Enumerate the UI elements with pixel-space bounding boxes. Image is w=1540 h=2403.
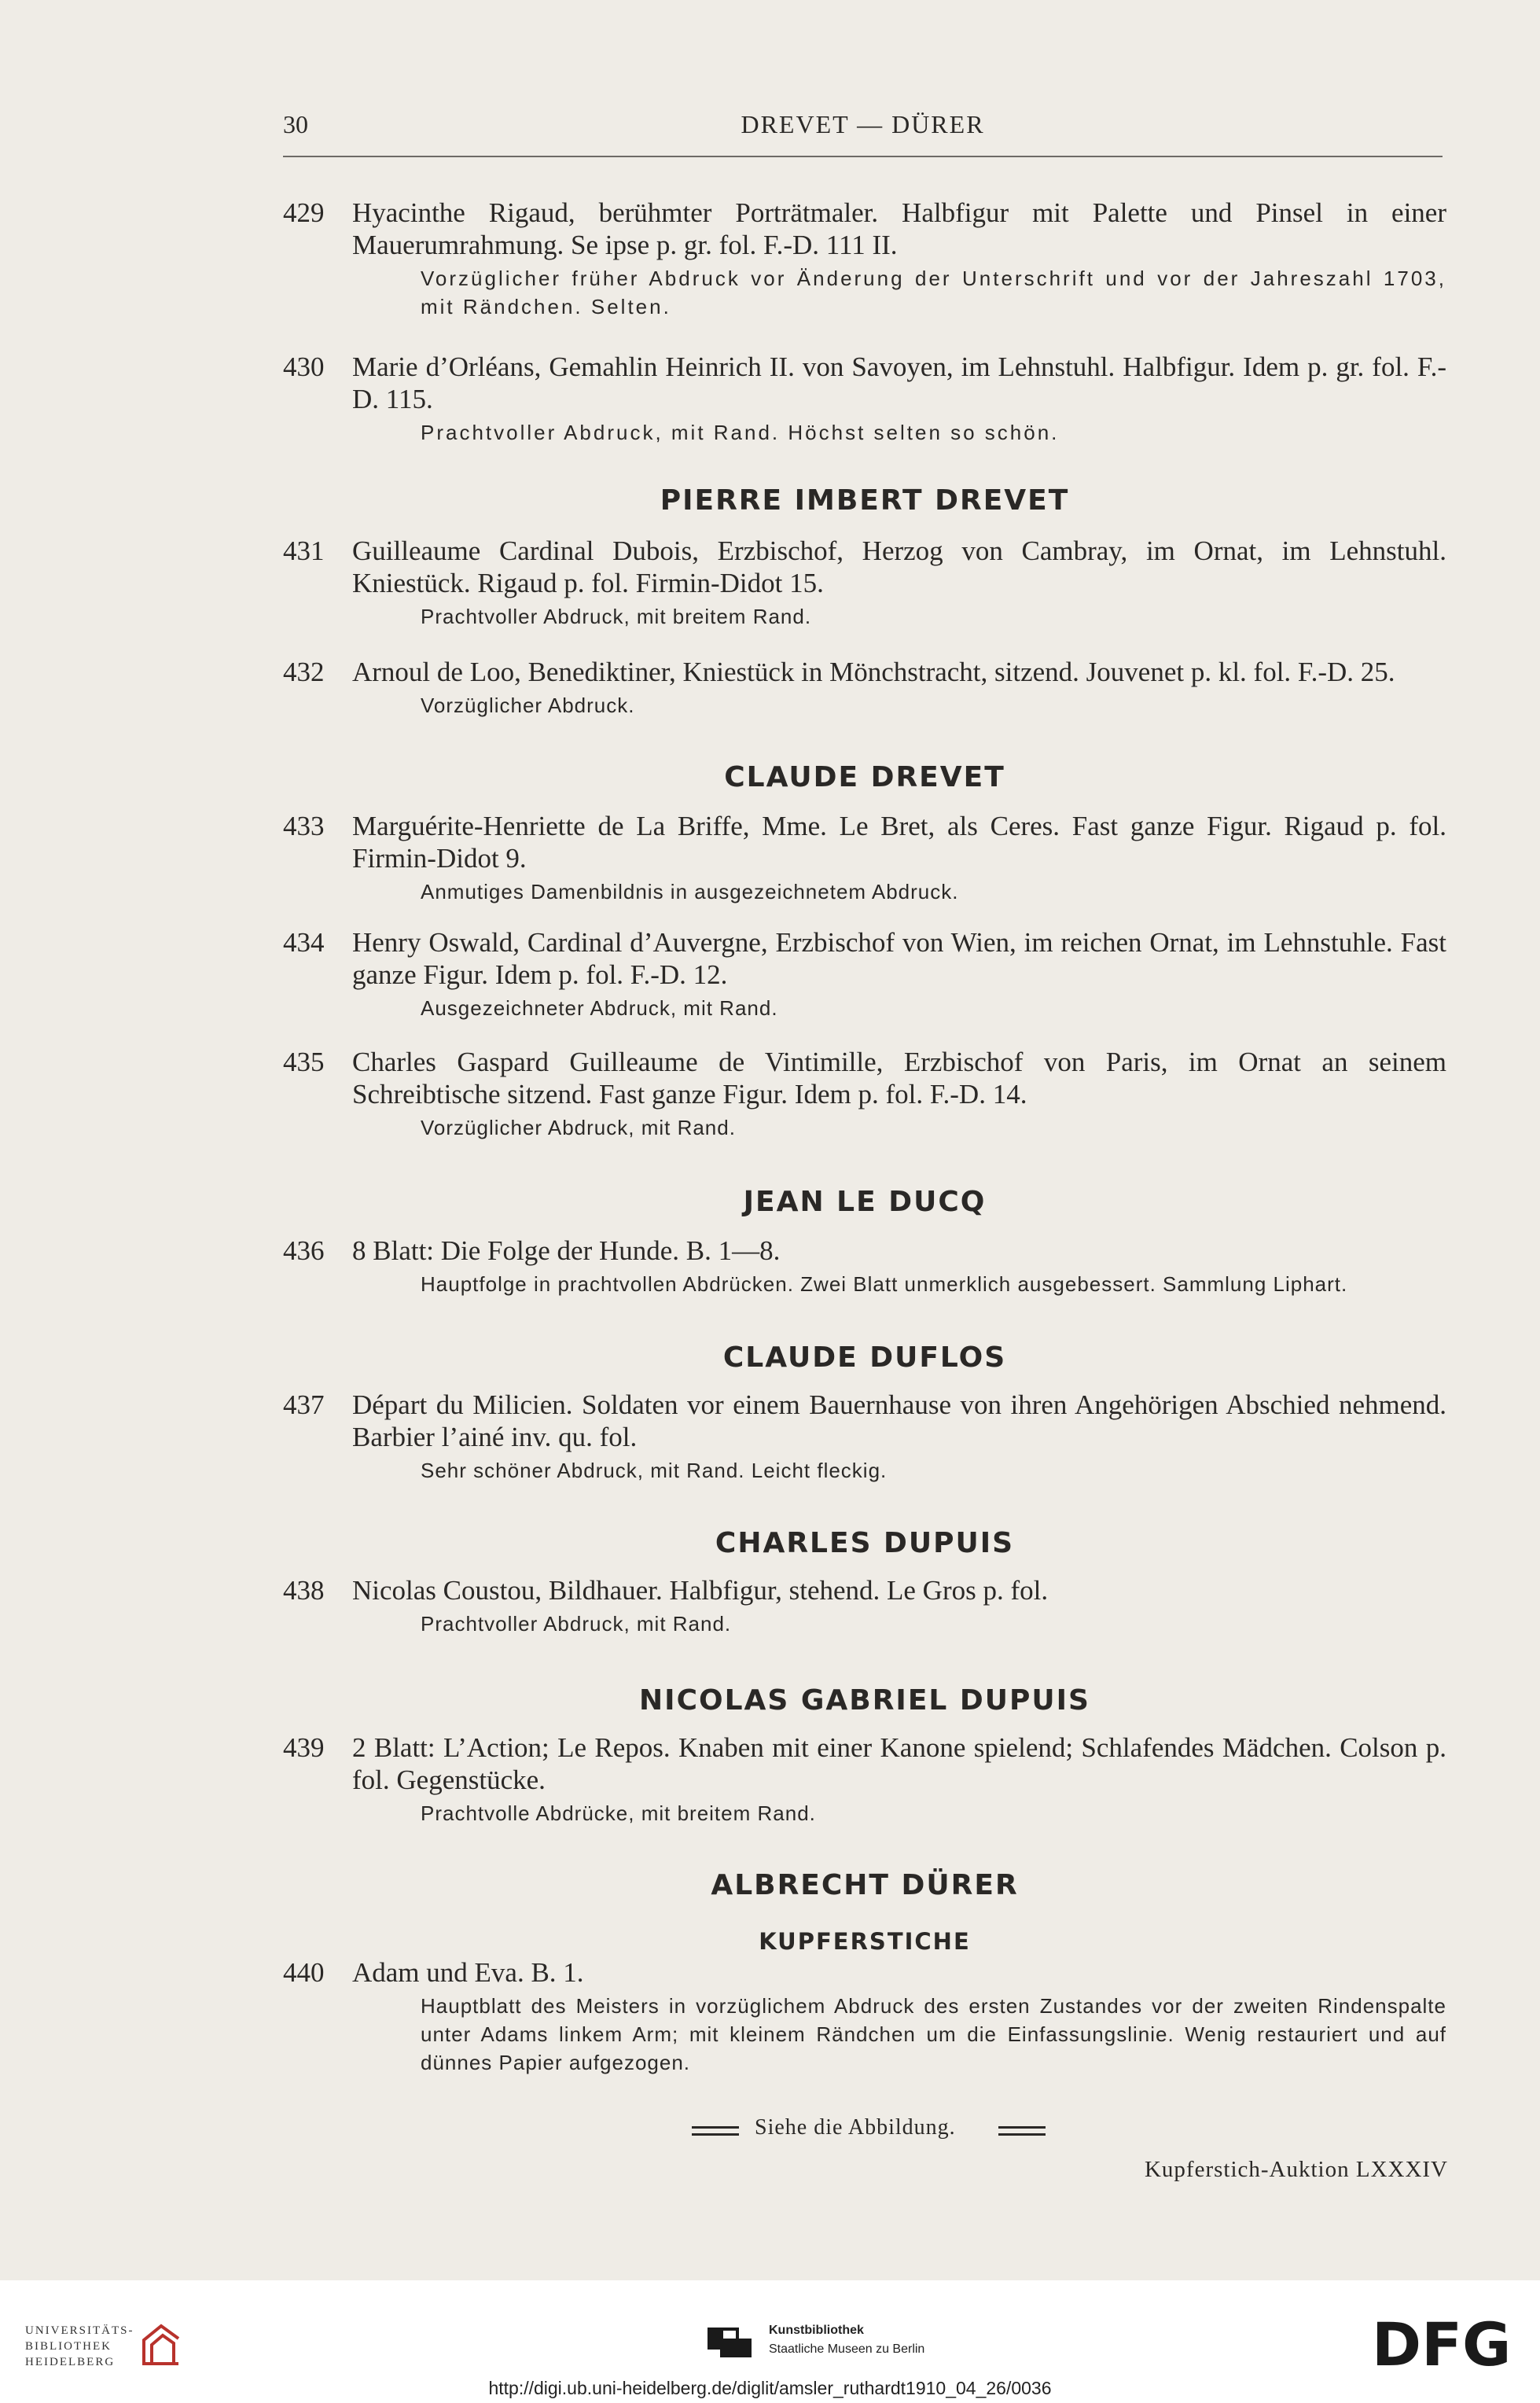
catalog-entry [283, 1574, 1446, 1638]
kunstbibliothek-logo-icon [708, 2324, 755, 2359]
entry-description: Départ du Milicien. Soldaten vor einem Bauernhause von ihren Angehörigen Abschied nehmend. Barbier l’ainé inv. qu. fol. [352, 1389, 1446, 1452]
entry-number: 440 [283, 1957, 325, 1988]
entry-note: Prachtvolle Abdrücke, mit breitem Rand. [421, 1801, 816, 1825]
catalog-signature: Kupferstich-Auktion LXXXIV [1144, 2157, 1448, 2182]
catalog-entry [283, 1956, 1446, 2077]
entry-description: Guilleaume Cardinal Dubois, Erzbischof, Herzog von Cambray, im Ornat, im Lehnstuhl. Kniestück. Rigaud p. fol. Firmin-Didot 15. [352, 535, 1446, 598]
entry-note: Vorzüglicher Abdruck, mit Rand. [421, 1116, 736, 1139]
entry-note: Prachtvoller Abdruck, mit Rand. Höchst selten so schön. [421, 421, 1060, 444]
university-logo-icon [138, 2321, 183, 2368]
catalog-entry [283, 810, 1446, 906]
entry-number: 435 [283, 1047, 325, 1077]
kunstbibliothek-label: Kunstbibliothek Staatliche Museen zu Berlin [769, 2324, 925, 2356]
entry-number: 438 [283, 1575, 325, 1606]
entry-number: 432 [283, 657, 325, 687]
page-header [283, 110, 1443, 151]
entry-number: 431 [283, 535, 325, 566]
catalog-entry [283, 1235, 1446, 1298]
entry-note: Vorzüglicher Abdruck. [421, 694, 635, 717]
running-title: DREVET — DÜRER [741, 110, 985, 138]
entry-number: 436 [283, 1235, 325, 1266]
catalog-entry [283, 656, 1446, 719]
catalog-entry [283, 1731, 1446, 1827]
entry-note: Ausgezeichneter Abdruck, mit Rand. [421, 996, 778, 1020]
entry-note: Anmutiges Damenbildnis in ausgezeichnetem Abdruck. [421, 880, 959, 903]
double-rule-right [998, 2126, 1046, 2136]
catalog-entry [283, 1389, 1446, 1485]
see-illustration-text: Siehe die Abbildung. [755, 2115, 956, 2140]
artist-heading: NICOLAS GABRIEL DUPUIS [639, 1684, 1090, 1717]
entry-number: 433 [283, 811, 325, 841]
see-illustration [692, 2115, 1069, 2147]
double-rule-left [692, 2126, 739, 2136]
svg-text:DFG: DFG [1372, 2313, 1512, 2373]
entry-description: Nicolas Coustou, Bildhauer. Halbfigur, stehend. Le Gros p. fol. [352, 1575, 1049, 1606]
entry-number: 437 [283, 1389, 325, 1420]
source-url[interactable]: http://digi.ub.uni-heidelberg.de/diglit/amsler_ruthardt1910_04_26/0036 [488, 2378, 1052, 2398]
entry-note: Vorzüglicher früher Abdruck vor Änderung der Unterschrift und vor der Jahreszahl 1703, mit Rändchen. Selten. [421, 267, 1446, 318]
artist-heading: ALBRECHT DÜRER [711, 1869, 1019, 1901]
artist-heading: CHARLES DUPUIS [715, 1527, 1015, 1559]
header-rule [283, 156, 1443, 157]
university-library-name: UNIVERSITÄTS- BIBLIOTHEK HEIDELBERG [25, 2324, 134, 2368]
artist-heading: JEAN LE DUCQ [743, 1186, 987, 1218]
entry-note: Hauptblatt des Meisters in vorzüglichem Abdruck des ersten Zustandes vor der zweiten Rindenspalte unter Adams linkem Arm; mit kleinem Rändchen um die Einfassungslinie. Wenig restauriert und auf dünnes Papier aufgezogen. [421, 1994, 1446, 2074]
entry-description: Marguérite-Henriette de La Briffe, Mme. Le Bret, als Ceres. Fast ganze Figur. Rigaud p. fol. Firmin-Didot 9. [352, 811, 1446, 874]
entry-description: Arnoul de Loo, Benediktiner, Kniestück in Mönchstracht, sitzend. Jouvenet p. kl. fol. F.-D. 25. [352, 657, 1395, 687]
entry-description: Hyacinthe Rigaud, berühmter Porträtmaler. Halbfigur mit Palette und Pinsel in einer Mauerumrahmung. Se ipse p. gr. fol. F.-D. 111 II. [352, 197, 1446, 260]
catalog-entry [283, 926, 1446, 1022]
catalog-entry [283, 197, 1446, 321]
entry-number: 430 [283, 351, 325, 382]
catalog-entry [283, 351, 1446, 447]
entry-description: Adam und Eva. B. 1. [352, 1957, 584, 1988]
entry-description: Charles Gaspard Guilleaume de Vintimille, Erzbischof von Paris, im Ornat an seinem Schreibtische sitzend. Fast ganze Figur. Idem p. fol. F.-D. 14. [352, 1047, 1446, 1110]
entry-number: 429 [283, 197, 325, 228]
entry-description: Marie d’Orléans, Gemahlin Heinrich II. von Savoyen, im Lehnstuhl. Halbfigur. Idem p. gr. fol. F.-D. 115. [352, 351, 1446, 414]
entry-note: Prachtvoller Abdruck, mit breitem Rand. [421, 605, 812, 628]
dfg-logo-icon [1372, 2313, 1521, 2373]
entry-description: 2 Blatt: L’Action; Le Repos. Knaben mit einer Kanone spielend; Schlafendes Mädchen. Colson p. fol. Gegenstücke. [352, 1732, 1446, 1795]
artist-heading: CLAUDE DREVET [724, 761, 1005, 793]
entry-number: 434 [283, 927, 325, 958]
catalog-entry [283, 535, 1446, 631]
catalog-entry [283, 1046, 1446, 1142]
section-subheading: KUPFERSTICHE [759, 1928, 971, 1955]
digitization-footer [0, 2280, 1540, 2403]
entry-note: Prachtvoller Abdruck, mit Rand. [421, 1612, 732, 1636]
entry-note: Hauptfolge in prachtvollen Abdrücken. Zwei Blatt unmerklich ausgebessert. Sammlung Liphart. [421, 1272, 1348, 1296]
entry-description: 8 Blatt: Die Folge der Hunde. B. 1—8. [352, 1235, 781, 1266]
artist-heading: PIERRE IMBERT DREVET [660, 484, 1070, 517]
entry-number: 439 [283, 1732, 325, 1763]
artist-heading: CLAUDE DUFLOS [722, 1341, 1007, 1374]
page-number: 30 [283, 110, 308, 138]
entry-description: Henry Oswald, Cardinal d’Auvergne, Erzbischof von Wien, im reichen Ornat, im Lehnstuhle. Fast ganze Figur. Idem p. fol. F.-D. 12. [352, 927, 1446, 990]
entry-note: Sehr schöner Abdruck, mit Rand. Leicht fleckig. [421, 1459, 888, 1482]
